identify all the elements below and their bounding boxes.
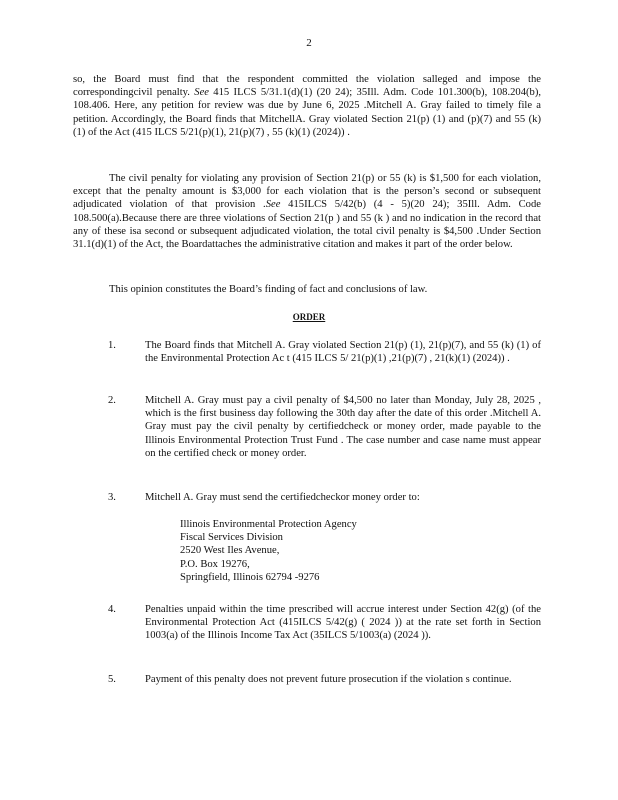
order-item-number: 4. bbox=[108, 604, 116, 615]
order-item-number: 2. bbox=[108, 395, 116, 406]
order-heading bbox=[0, 311, 618, 324]
see-citation-signal: See bbox=[194, 87, 209, 99]
paragraph-text: 415 ILCS 5/31.1(d)(1) (20 24); 35Ill. Adm. Code 101.300(b), 108.204(b), 108.406. Here, any petition for review was due by June 6, 2025 .Mitchell A. Gray failed to timely file a petition. Accordingly, the Board finds that MitchellA. Gray violated Section 21(p) (1) and (p)(7) and 55 (k) (1) of the Act (415 ILCS 5/21(p)(1), 21(p)(7) , 55 (k)(1) (2024)) . bbox=[73, 87, 542, 138]
paragraph-penalty-finding bbox=[73, 73, 541, 139]
agency-mailing-address bbox=[180, 518, 440, 584]
order-item-text: Penalties unpaid within the time prescribed will accrue interest under Section 42(g) (of the Environmental Protection Act (415ILCS 5/42(g) ( 2024 )) at the rate set forth in Section 1003(a) of the Illinois Income Tax Act (35ILCS 5/1003(a) (2024 )). bbox=[145, 604, 541, 642]
paragraph-text: The civil penalty for violating any provision of Section 21(p) or 55 (k) is $1,500 for each violation, except that the penalty amount is $3,000 for each violation that is the person’s second or subsequent adjudicated violation of that provision . bbox=[73, 173, 541, 211]
order-item-number: 3. bbox=[108, 492, 116, 503]
paragraph-text: so, the Board must find that the respondent committed the violation salleged and impose the correspondingcivil penalty. bbox=[73, 74, 541, 99]
paragraph-text: 415ILCS 5/42(b) (4 - 5)(20 24); 35Ill. Adm. Code 108.500(a).Because there are three violations of Section 21(p ) and 55 (k ) and no indication in the record that any of these isa second or subsequent adjudicated violation, the total civil penalty is $4,500 .Under Section 31.1(d)(1) of the Act, the Boardattaches the administrative citation and makes it part of the order below. bbox=[73, 199, 541, 251]
address-line: Fiscal Services Division bbox=[180, 532, 283, 544]
order-item-text: Mitchell A. Gray must pay a civil penalty of $4,500 no later than Monday, July 28, 2025 , which is the first business day following the 30th day after the date of this order .Mitchell A. Gray must pay the civil penalty by certifiedcheck or money order, made payable to the Illinois Environmental Protection Trust Fund . The case number and case name must appear on the certified check or money order. bbox=[145, 395, 541, 459]
order-heading-text: ORDER bbox=[292, 312, 326, 322]
order-item-number: 5. bbox=[108, 674, 116, 685]
see-citation-signal: See bbox=[265, 199, 281, 211]
paragraph-civil-penalty bbox=[73, 172, 541, 251]
page-number: 2 bbox=[306, 37, 312, 49]
order-item-text: Mitchell A. Gray must send the certifiedcheckor money order to: bbox=[145, 492, 420, 503]
paragraph-opinion-statement: This opinion constitutes the Board’s finding of fact and conclusions of law. bbox=[109, 284, 428, 295]
order-item-text: Payment of this penalty does not prevent future prosecution if the violation s continue. bbox=[145, 674, 512, 685]
address-line: Illinois Environmental Protection Agency bbox=[180, 519, 357, 530]
order-item-text: The Board finds that Mitchell A. Gray violated Section 21(p) (1), 21(p)(7), and 55 (k) (1) of the Environmental Protection Ac t (415 ILCS 5/ 21(p)(1) ,21(p)(7) , 21(k)(1) (2024)) . bbox=[145, 340, 541, 365]
address-line: P.O. Box 19276, bbox=[180, 558, 250, 570]
address-line: Springfield, Illinois 62794 -9276 bbox=[180, 571, 320, 583]
order-item-number: 1. bbox=[108, 340, 116, 351]
address-line: 2520 West Iles Avenue, bbox=[180, 545, 280, 557]
